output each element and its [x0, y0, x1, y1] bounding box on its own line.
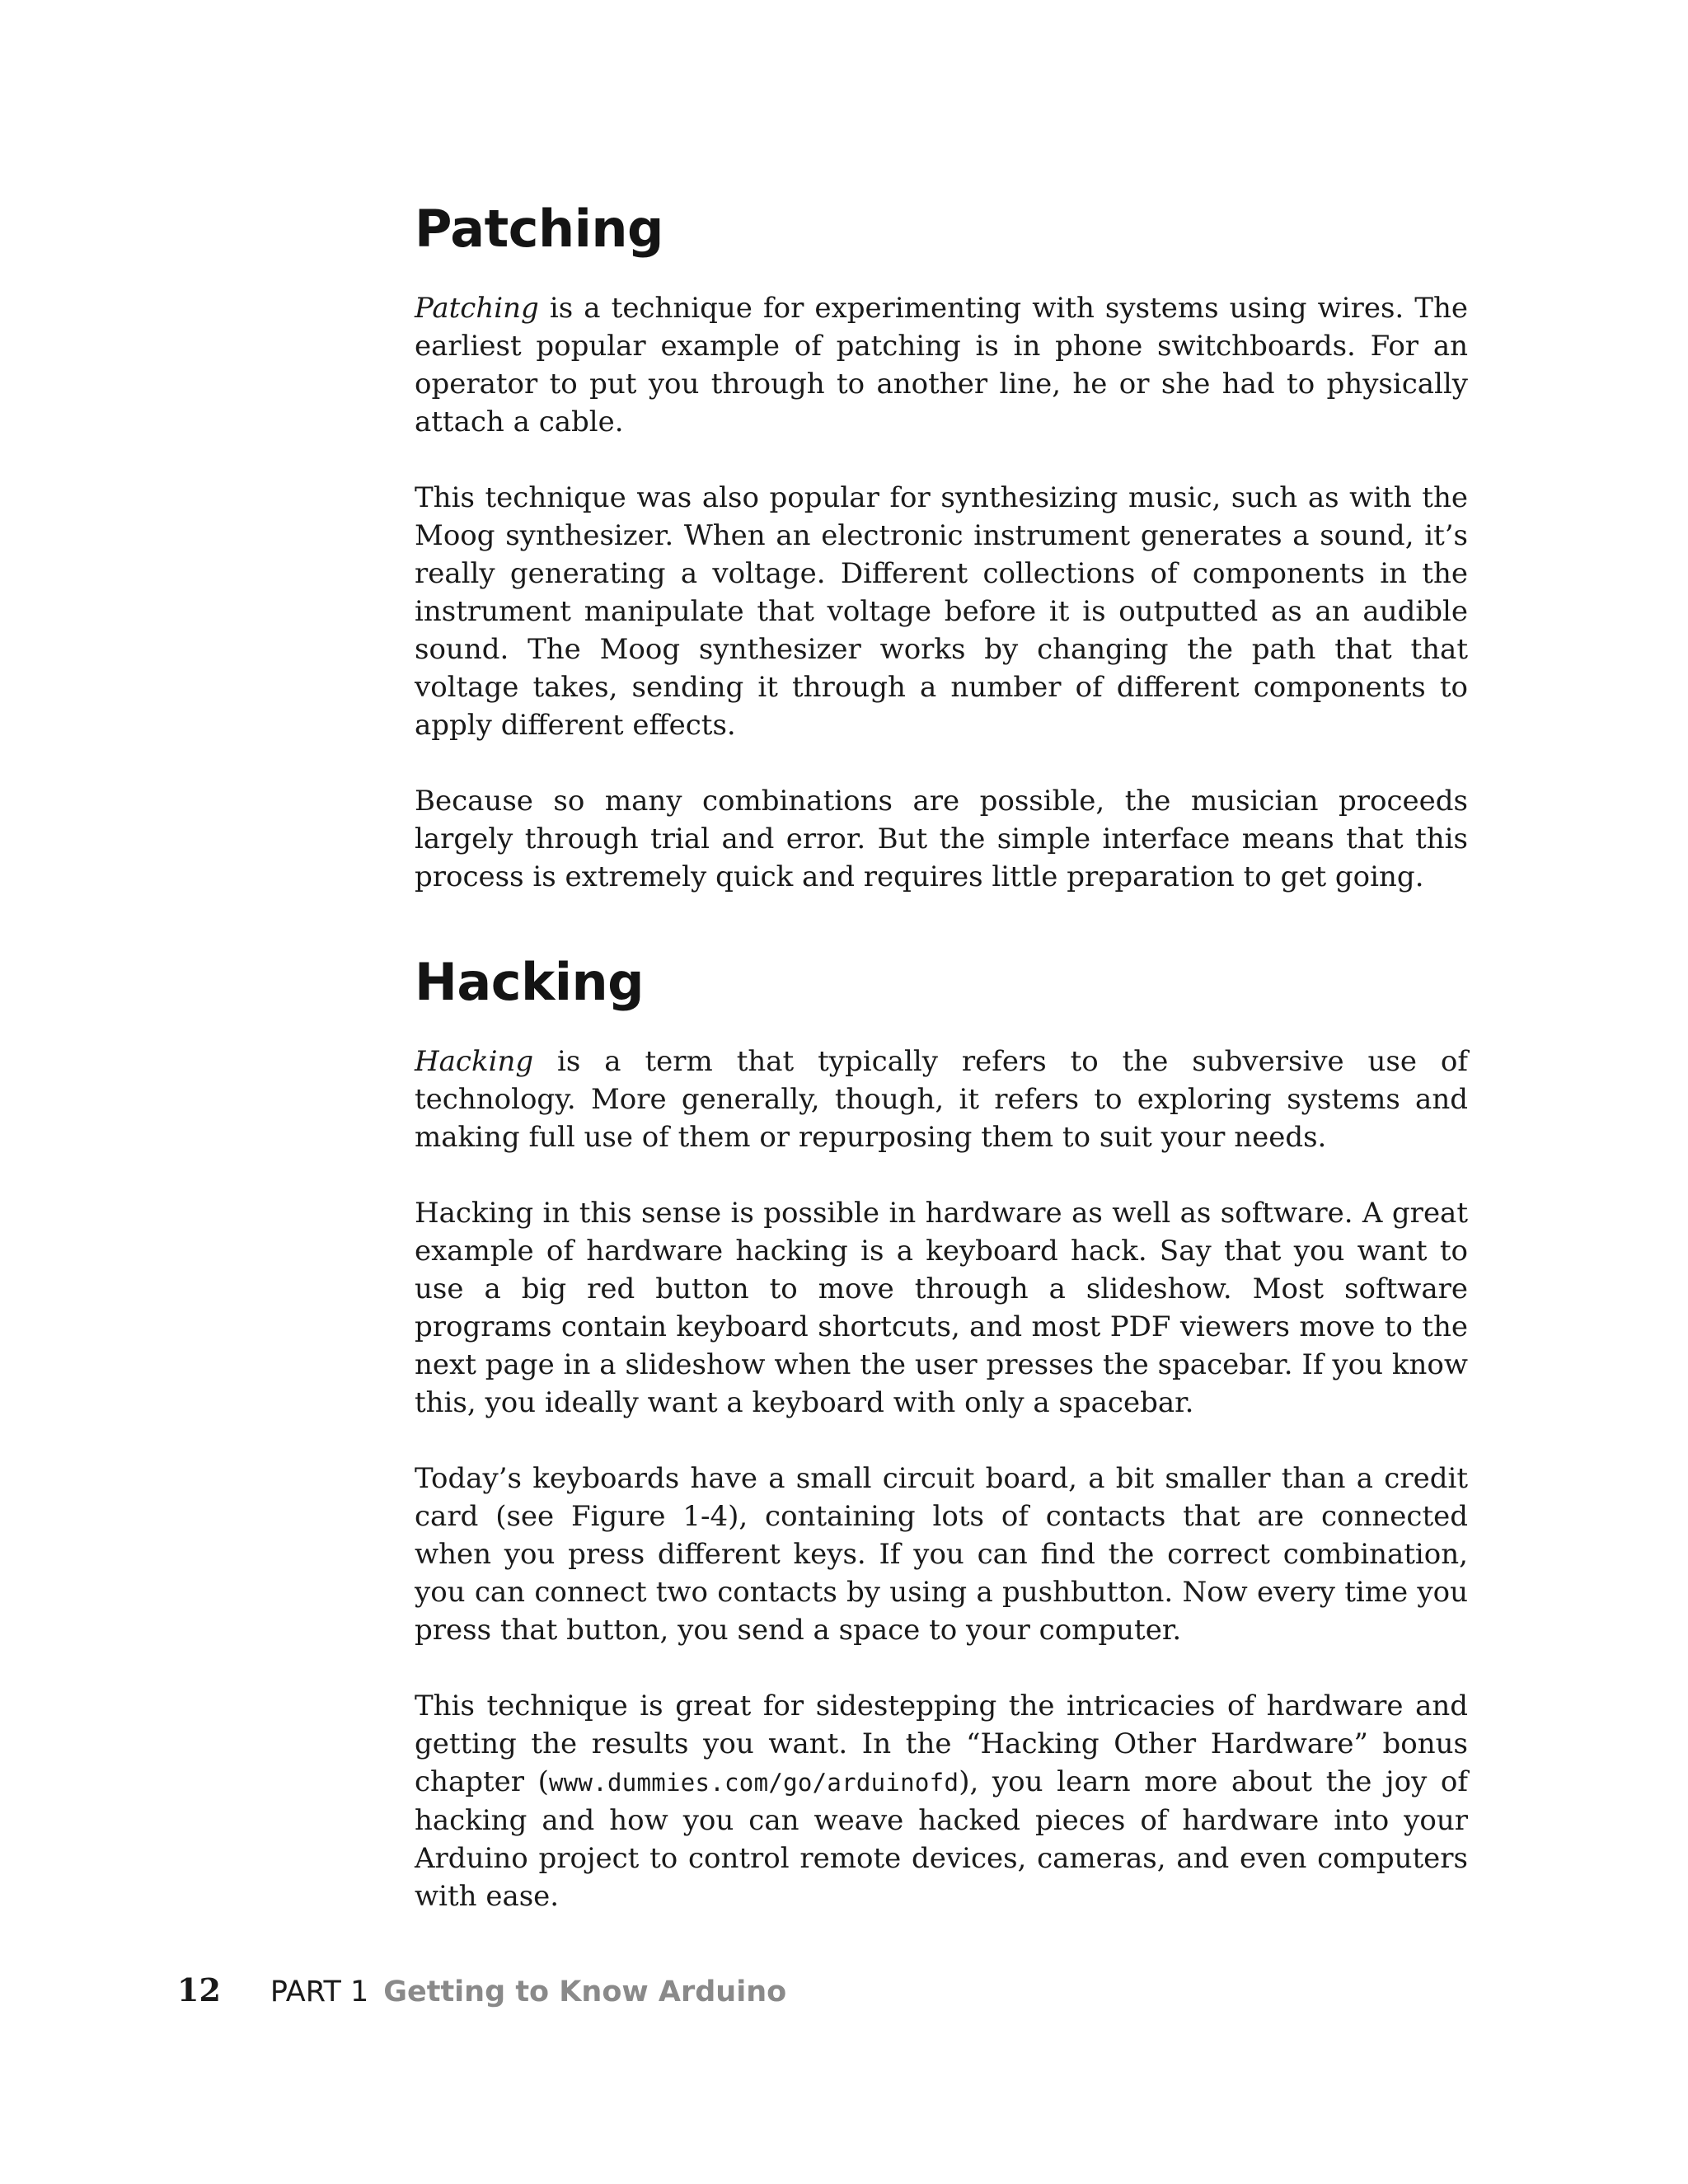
paragraph-text: is a technique for experimenting with systems using wires. The earliest popular example of patching is in phone switchboards. For an operator to put you through to another line, he or she had to physically attach a cable. [415, 292, 1468, 438]
section-heading-hacking: Hacking [415, 952, 644, 1012]
paragraph-trial-and-error: Because so many combinations are possible, the musician proceeds largely through trial and error. But the simple interface means that this process is extremely quick and requires little preparation to get going. [415, 785, 1468, 893]
part-label: PART 1 [270, 1975, 369, 2008]
page-number: 12 [177, 1971, 221, 2008]
paragraph-circuit-board: Today’s keyboards have a small circuit board, a bit smaller than a credit card (see Figure 1-4), containing lots of contacts that are connected when you press different keys. If you can find the correct combination, you can connect two contacts by using a pushbutton. Now every time you press that button, you send a space to your computer. [415, 1462, 1468, 1647]
paragraph-text: ), you learn more about the joy of hacking and how you can weave hacked pieces of hardware into your Arduino project to control remote devices, cameras, and even computers with ease. [415, 1765, 1468, 1913]
paragraph-hacking-definition [415, 1043, 1468, 1156]
paragraph-moog-synthesizer: This technique was also popular for synthesizing music, such as with the Moog synthesizer. When an electronic instrument generates a sound, it’s really generating a voltage. Different collections of components in the instrument manipulate that voltage before it is outputted as an audible sound. The Moog synthesizer works by changing the path that that voltage takes, sending it through a number of different components to apply different effects. [415, 481, 1468, 742]
paragraph-text: is a term that typically refers to the subversive use of technology. More generally, though, it refers to exploring systems and making full use of them or repurposing them to suit your needs. [415, 1045, 1468, 1154]
paragraph-keyboard-hack: Hacking in this sense is possible in hardware as well as software. A great example of hardware hacking is a keyboard hack. Say that you want to use a big red button to move through a slideshow. Most software programs contain keyboard shortcuts, and most PDF viewers move to the next page in a slideshow when the user presses the spacebar. If you know this, you ideally want a keyboard with only a spacebar. [415, 1197, 1468, 1419]
term-hacking: Hacking [415, 1045, 534, 1078]
page-footer [177, 1971, 786, 2021]
bonus-chapter-url: www.dummies.com/go/arduinofd [548, 1769, 959, 1797]
page-content [415, 194, 1468, 1915]
part-title: Getting to Know Arduino [383, 1975, 787, 2008]
paragraph-text: This technique is great for sidestepping the intricacies of hardware and getting the results you want. In the “Hacking Other Hardware” bonus chapter ( [415, 1690, 1468, 1798]
term-patching: Patching [415, 292, 539, 325]
paragraph-patching-definition [415, 289, 1468, 441]
section-heading-patching: Patching [415, 199, 663, 259]
paragraph-bonus-chapter [415, 1687, 1468, 1915]
